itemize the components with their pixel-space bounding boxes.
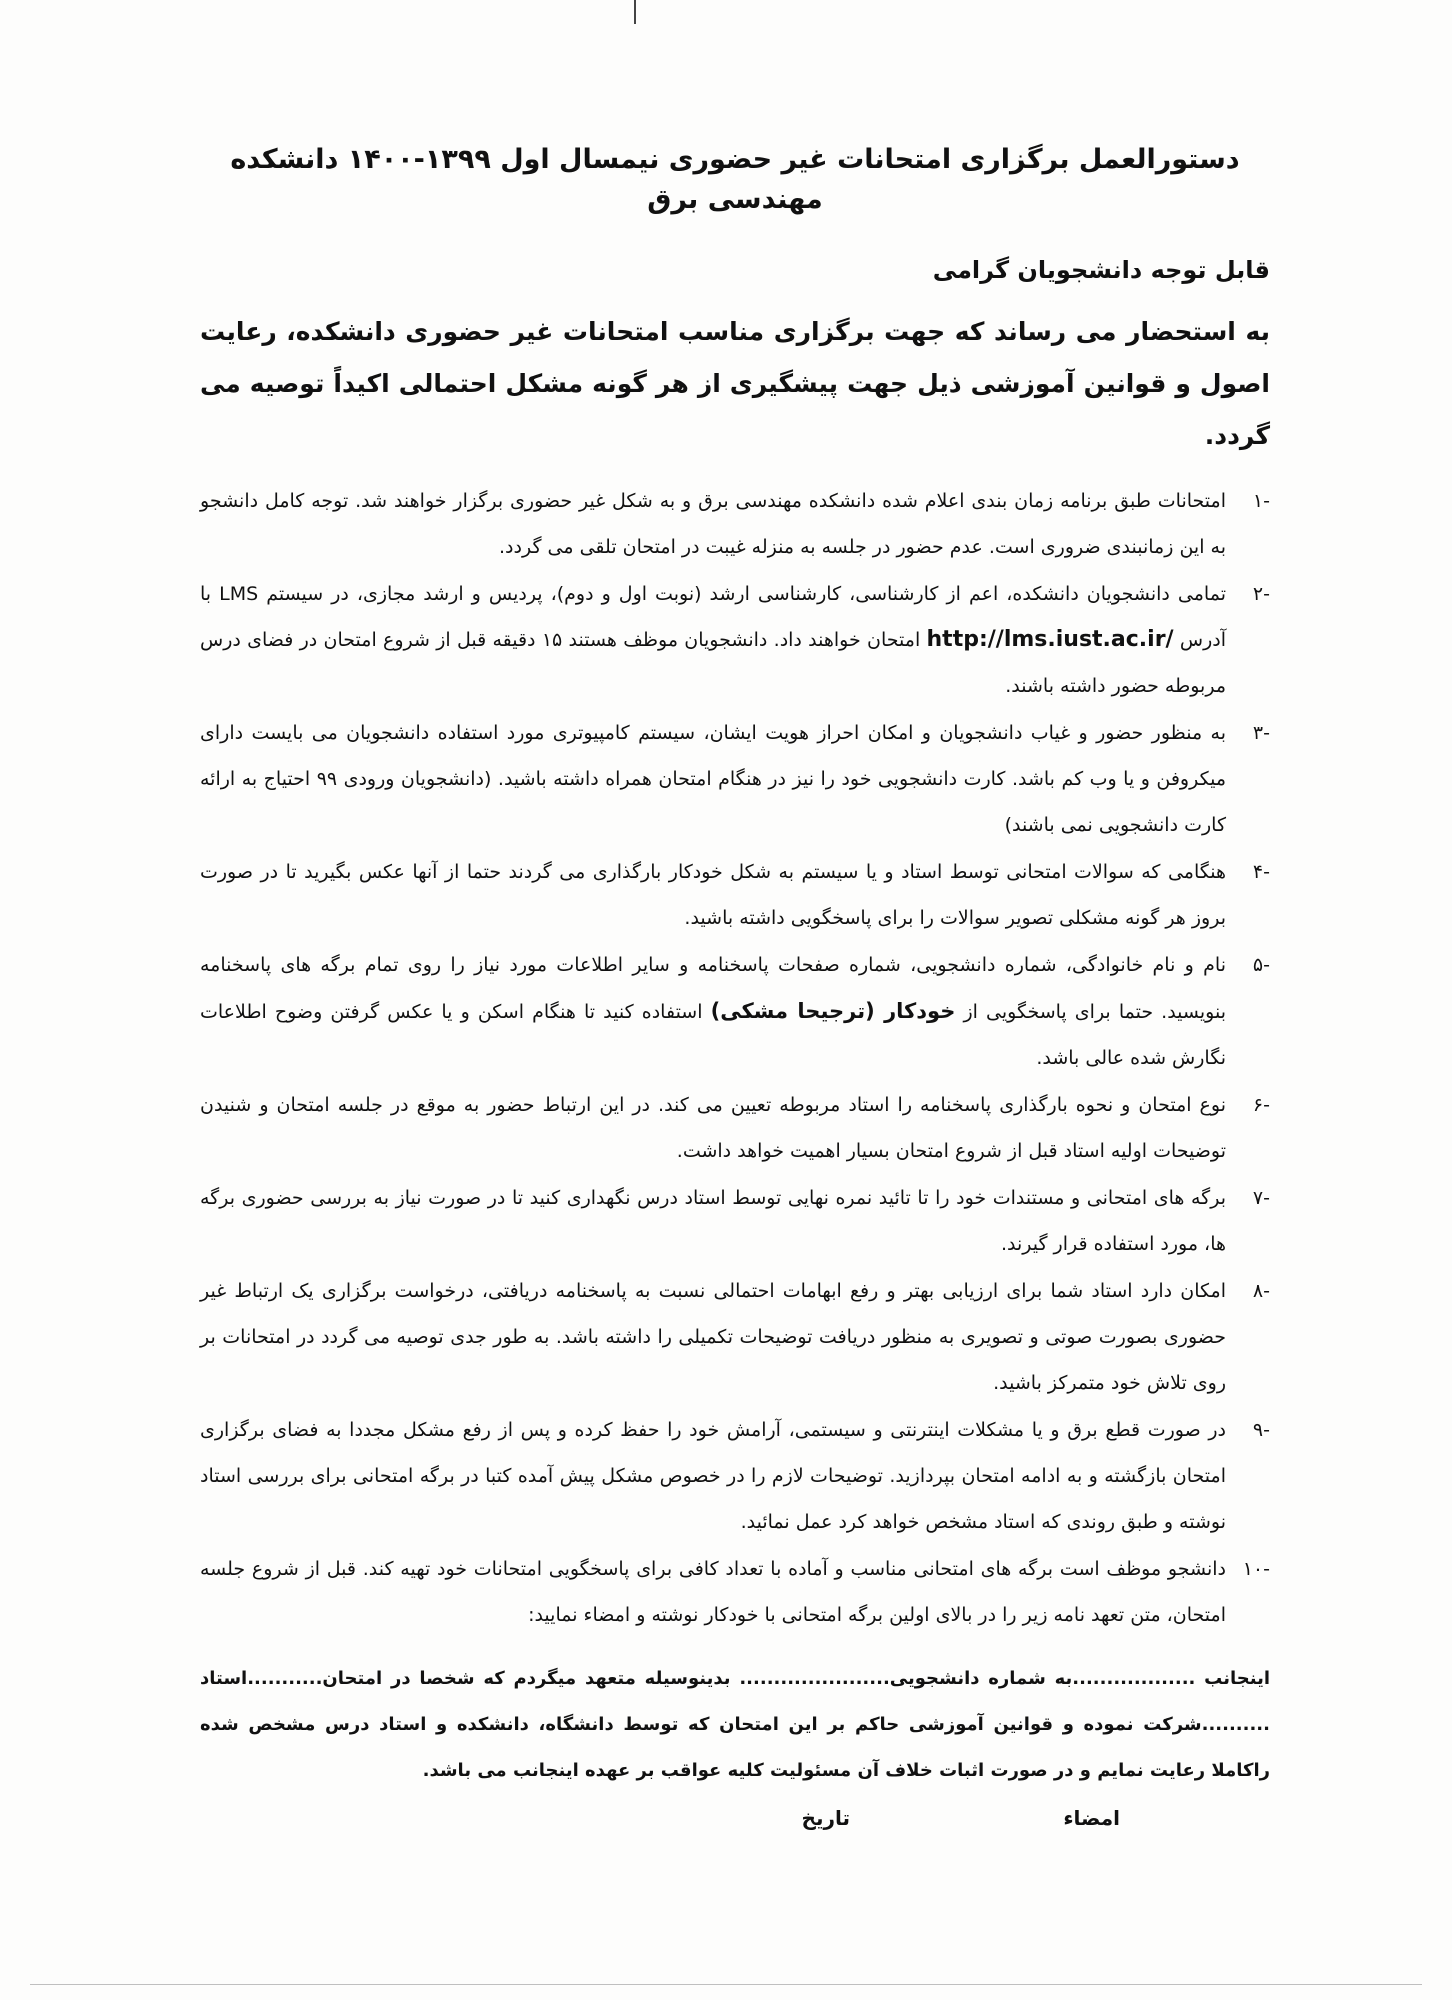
- item-text: در صورت قطع برق و یا مشکلات اینترنتی و سیستمی، آرامش خود را حفظ کرده و پس از رفع مشکل مجددا به فضای برگزاری امتحان بازگشته و به ادامه امتحان بپردازید. توضیحات لازم را در خصوص مشکل پیش آمده کتبا در برگه امتحانی برای بررسی استاد نوشته و طبق روندی که استاد مشخص خواهد کرد عمل نمائید.: [200, 1419, 1226, 1533]
- salutation: قابل توجه دانشجویان گرامی: [932, 256, 1270, 284]
- item-text: [200, 942, 1226, 1081]
- item-number: -۲: [1252, 583, 1270, 605]
- item-number: -۱۰: [1242, 1558, 1270, 1580]
- item-text-part: تمامی دانشجویان دانشکده، اعم از کارشناسی، کارشناسی ارشد (نوبت اول و دوم)، پردیس و ارشد مجازی، در سیستم: [266, 583, 1226, 605]
- item-number: -۶: [1252, 1094, 1270, 1116]
- item-number: -۱: [1252, 490, 1270, 512]
- list-item: [200, 1082, 1270, 1174]
- item-text: برگه های امتحانی و مستندات خود را تا تائید نمره نهایی توسط استاد درس نگهداری کنید تا در صورت نیاز به بررسی حضوری برگه ها، مورد استفاده قرار گیرند.: [200, 1187, 1226, 1255]
- item-number: -۹: [1252, 1419, 1270, 1441]
- lms-label: LMS: [219, 583, 259, 605]
- instructions-list: [200, 478, 1270, 1638]
- list-item: [200, 710, 1270, 848]
- list-item: [200, 942, 1270, 1081]
- item-number: -۳: [1252, 722, 1270, 744]
- list-item: [200, 478, 1270, 570]
- scan-mark: [634, 0, 636, 24]
- item-text-part: با آدرس: [200, 583, 1226, 651]
- emphasis-text: خودکار (ترجیحا مشکی): [710, 999, 956, 1023]
- item-text: امکان دارد استاد شما برای ارزیابی بهتر و رفع ابهامات احتمالی نسبت به پاسخنامه دریافتی، درخواست برگزاری یک ارتباط غیر حضوری بصورت صوتی و تصویری به منظور دریافت توضیحات تکمیلی را داشته باشد. به طور جدی توصیه می گردد در امتحانات بر روی تلاش خود متمرکز باشید.: [200, 1280, 1226, 1394]
- list-item: [200, 1546, 1270, 1638]
- item-text: دانشجو موظف است برگه های امتحانی مناسب و آماده با تعداد کافی برای پاسخگویی امتحانات خود تهیه کند. قبل از شروع جلسه امتحان، متن تعهد نامه زیر را در بالای اولین برگه امتحانی با خودکار نوشته و امضاء نمایید:: [200, 1558, 1226, 1626]
- item-text: [200, 571, 1226, 709]
- scan-edge-line: [30, 1984, 1422, 1985]
- list-item: [200, 1407, 1270, 1545]
- document-title: دستورالعمل برگزاری امتحانات غیر حضوری نیمسال اول ۱۳۹۹-۱۴۰۰ دانشکده مهندسی برق: [230, 144, 1240, 215]
- item-text: امتحانات طبق برنامه زمان بندی اعلام شده دانشکده مهندسی برق و به شکل غیر حضوری برگزار خواهند شد. توجه کامل دانشجو به این زمانبندی ضروری است. عدم حضور در جلسه به منزله غیبت در امتحان تلقی می گردد.: [200, 490, 1226, 558]
- list-item: [200, 1175, 1270, 1267]
- item-text: به منظور حضور و غیاب دانشجویان و امکان احراز هویت ایشان، سیستم کامپیوتری مورد استفاده دانشجویان می بایست دارای میکروفن و یا وب کم باشد. کارت دانشجویی خود را نیز در هنگام امتحان همراه داشته باشید. (دانشجویان ورودی ۹۹ احتیاج به ارائه کارت دانشجویی نمی باشند): [200, 722, 1226, 836]
- item-number: -۸: [1252, 1280, 1270, 1302]
- list-item: [200, 1268, 1270, 1406]
- document-body: [200, 140, 1270, 1856]
- list-item: [200, 849, 1270, 941]
- list-item: [200, 571, 1270, 709]
- date-label: تاریخ: [801, 1806, 850, 1830]
- item-text: نوع امتحان و نحوه بارگذاری پاسخنامه را استاد مربوطه تعیین می کند. در این ارتباط حضور به موقع در جلسه امتحان و شنیدن توضیحات اولیه استاد قبل از شروع امتحان بسیار اهمیت خواهد داشت.: [200, 1094, 1226, 1162]
- item-number: -۷: [1252, 1187, 1270, 1209]
- item-number: -۵: [1252, 954, 1270, 976]
- signature-row: [200, 1806, 1270, 1856]
- item-text-part: استفاده کنید تا هنگام اسکن و یا عکس گرفتن وضوح اطلاعات نگارش شده عالی باشد.: [200, 1001, 1226, 1069]
- item-text: هنگامی که سوالات امتحانی توسط استاد و یا سیستم به شکل خودکار بارگذاری می گردند حتما از آنها عکس بگیرید تا در صورت بروز هر گونه مشکلی تصویر سوالات را برای پاسخگویی داشته باشید.: [200, 861, 1226, 929]
- intro-paragraph: به استحضار می رساند که جهت برگزاری مناسب امتحانات غیر حضوری دانشکده، رعایت اصول و قوانین آموزشی ذیل جهت پیشگیری از هر گونه مشکل احتمالی اکیداً توصیه می گردد.: [200, 317, 1270, 450]
- item-number: -۴: [1252, 861, 1270, 883]
- pledge-paragraph: اینجانب ..................به شماره دانشجویی...................... بدینوسیله متعهد میگردم که شخصا در امتحان...........استاد ..........شرکت نموده و قوانین آموزشی حاکم بر این امتحان که توسط دانشگاه، دانشکده و استاد درس مشخص شده راکاملا رعایت نمایم و در صورت اثبات خلاف آن مسئولیت کلیه عواقب بر عهده اینجانب می باشد.: [200, 1668, 1270, 1781]
- item-text-part: نام و نام خانوادگی، شماره دانشجویی، شماره صفحات پاسخنامه و سایر اطلاعات مورد نیاز را روی تمام برگه های پاسخنامه بنویسید. حتما برای پاسخگویی از: [200, 954, 1226, 1023]
- signature-label: امضاء: [1063, 1806, 1120, 1830]
- lms-url: http://lms.iust.ac.ir/: [926, 627, 1174, 652]
- item-text-part: امتحان خواهند داد. دانشجویان موظف هستند ۱۵ دقیقه قبل از شروع امتحان در فضای درس مربوطه حضور داشته باشند.: [200, 629, 1226, 697]
